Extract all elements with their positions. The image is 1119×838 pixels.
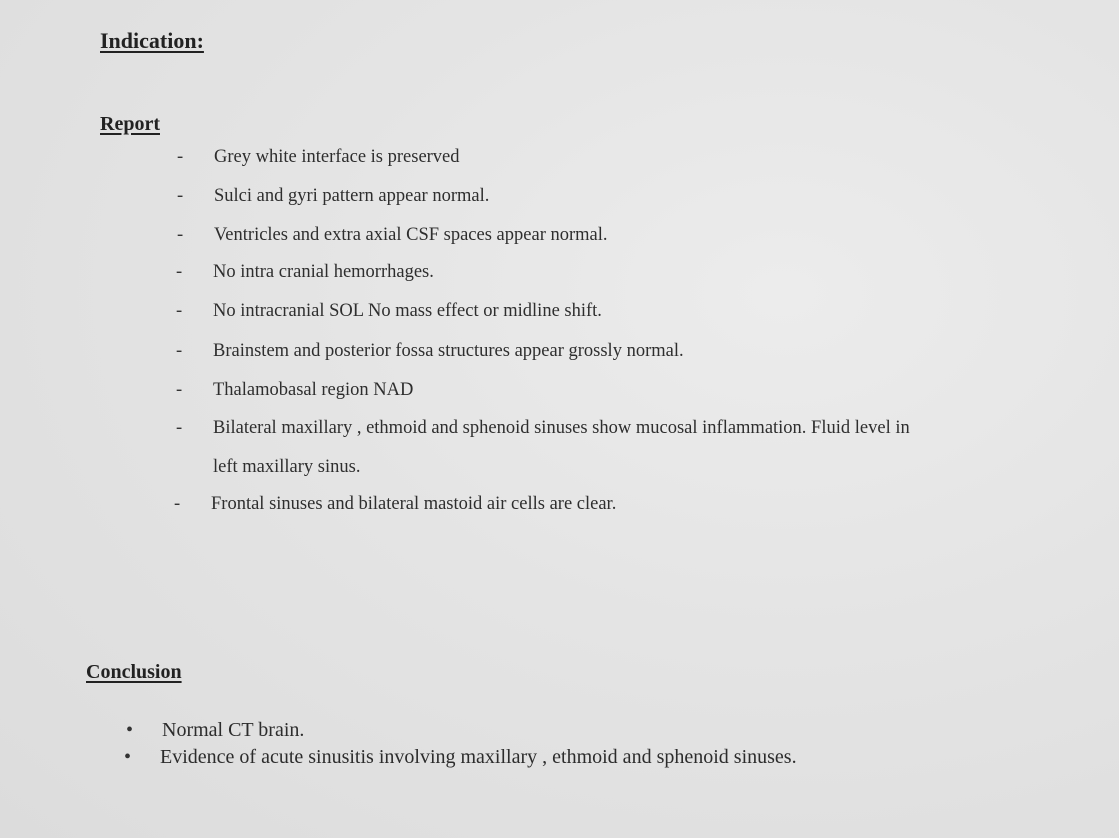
dash-marker: - (176, 380, 183, 400)
list-item (176, 262, 434, 283)
dash-marker: - (176, 418, 183, 438)
list-item (176, 341, 684, 362)
conclusion-heading: Conclusion (86, 661, 182, 683)
conclusion-text: Evidence of acute sinusitis involving maxillary , ethmoid and sphenoid sinuses. (160, 746, 797, 768)
finding-text: Grey white interface is preserved (214, 147, 460, 167)
dash-marker: - (174, 494, 181, 514)
dash-marker: - (176, 341, 183, 361)
dash-marker: - (177, 186, 184, 206)
finding-text: Bilateral maxillary , ethmoid and sphenoid sinuses show mucosal inflammation. Fluid level in (213, 418, 910, 438)
report-heading: Report (100, 113, 160, 135)
finding-text: No intracranial SOL No mass effect or midline shift. (213, 301, 602, 321)
list-item (177, 147, 460, 168)
list-item (174, 494, 617, 515)
dash-marker: - (176, 301, 183, 321)
finding-text: left maxillary sinus. (213, 457, 361, 477)
dash-marker: - (177, 147, 184, 167)
list-item (126, 719, 305, 742)
finding-text: Sulci and gyri pattern appear normal. (214, 186, 490, 206)
list-item (177, 225, 608, 246)
indication-heading: Indication: (100, 28, 204, 53)
list-item-continuation (213, 457, 360, 478)
dash-marker: - (176, 262, 183, 282)
list-item (177, 186, 490, 207)
finding-text: Brainstem and posterior fossa structures appear grossly normal. (213, 341, 684, 361)
list-item (176, 418, 910, 439)
list-item (176, 301, 602, 322)
bullet-marker: • (126, 719, 134, 741)
list-item (124, 746, 797, 769)
bullet-marker: • (124, 746, 132, 768)
finding-text: Ventricles and extra axial CSF spaces appear normal. (214, 225, 608, 245)
finding-text: Frontal sinuses and bilateral mastoid air cells are clear. (211, 494, 617, 514)
finding-text: Thalamobasal region NAD (213, 380, 414, 400)
finding-text: No intra cranial hemorrhages. (213, 262, 434, 282)
list-item (176, 380, 414, 401)
conclusion-text: Normal CT brain. (162, 719, 305, 741)
dash-marker: - (177, 225, 184, 245)
